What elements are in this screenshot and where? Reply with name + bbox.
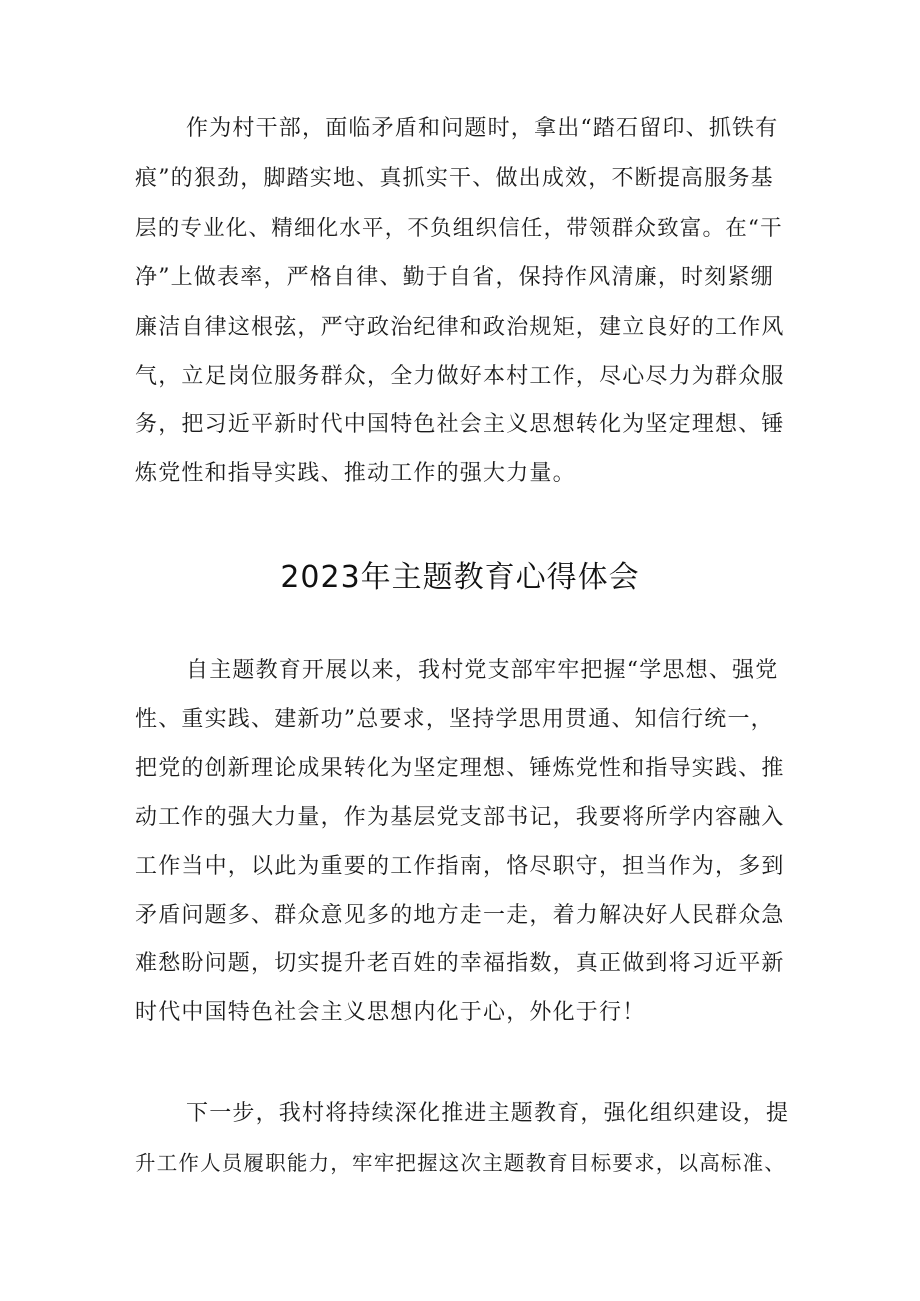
paragraph-line: 作为村干部，面临矛盾和问题时，拿出“踏石留印、抓铁有 — [186, 116, 779, 141]
paragraph-line: 工作当中，以此为重要的工作指南，恪尽职守，担当作为，多到 — [135, 854, 785, 879]
paragraph-line: 性、重实践、建新功”总要求，坚持学思用贯通、知信行统一， — [135, 707, 774, 732]
paragraph-line: 炼党性和指导实践、推动工作的强大力量。 — [135, 461, 576, 486]
section-heading: 2023年主题教育心得体会 — [280, 560, 640, 595]
paragraph-line: 净”上做表率，严格自律、勤于自省，保持作风清廉，时刻紧绷 — [135, 265, 774, 290]
paragraph-line: 痕”的狠劲，脚踏实地、真抓实干、做出成效，不断提高服务基 — [135, 166, 774, 191]
paragraph-line: 把党的创新理论成果转化为坚定理想、锤炼党性和指导实践、推 — [135, 756, 785, 781]
paragraph-line: 下一步，我村将持续深化推进主题教育，强化组织建设，提 — [186, 1101, 790, 1126]
paragraph-line: 动工作的强大力量，作为基层党支部书记，我要将所学内容融入 — [135, 805, 785, 830]
paragraph-line: 层的专业化、精细化水平，不负组织信任，带领群众致富。在“干 — [135, 216, 783, 241]
paragraph-line: 升工作人员履职能力，牢牢把握这次主题教育目标要求，以高标准、 — [135, 1151, 786, 1175]
paragraph-line: 自主题教育开展以来，我村党支部牢牢把握“学思想、强党 — [186, 658, 779, 683]
paragraph-line: 时代中国特色社会主义思想内化于心，外化于行！ — [135, 1000, 646, 1025]
paragraph-line: 廉洁自律这根弦，严守政治纪律和政治规矩，建立良好的工作风 — [135, 315, 785, 340]
paragraph-line: 矛盾问题多、群众意见多的地方走一走，着力解决好人民群众急 — [135, 903, 785, 928]
paragraph-line: 难愁盼问题，切实提升老百姓的幸福指数，真正做到将习近平新 — [135, 951, 785, 976]
paragraph-line: 气，立足岗位服务群众，全力做好本村工作，尽心尽力为群众服 — [135, 364, 785, 389]
paragraph-line: 务，把习近平新时代中国特色社会主义思想转化为坚定理想、锤 — [135, 412, 785, 437]
